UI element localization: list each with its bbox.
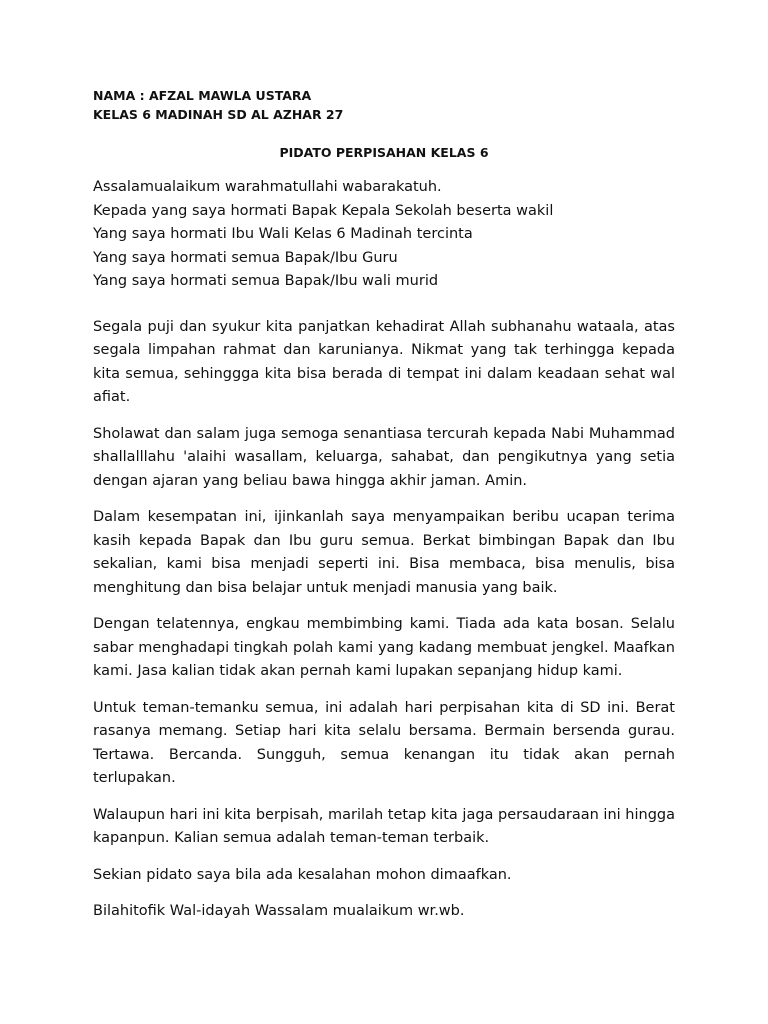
greetings-block: [93, 176, 675, 294]
greeting-line: Yang saya hormati semua Bapak/Ibu Guru: [93, 249, 398, 266]
document-content: [93, 86, 675, 937]
greeting-line: Yang saya hormati semua Bapak/Ibu wali murid: [93, 273, 439, 289]
paragraph-patience: Dengan telatennya, engkau membimbing kami. Tiada ada kata bosan. Selalu sabar menghadapi tingkah polah kami yang kadang membuat jengkel. Maafkan kami. Jasa kalian tidak akan pernah kami lupakan sepanjang hidup kami.: [93, 616, 675, 679]
student-class-line: KELAS 6 MADINAH SD AL AZHAR 27: [93, 107, 344, 122]
paragraph-thanks-teachers: Dalam kesempatan ini, ijinkanlah saya menyampaikan beribu ucapan terima kasih kepada Bapak dan Ibu guru semua. Berkat bimbingan Bapak dan Ibu sekalian, kami bisa menjadi seperti ini. Bisa membaca, bisa menulis, bisa menghitung dan bisa belajar untuk menjadi manusia yang baik.: [93, 509, 675, 596]
greeting-line: Assalamualaikum warahmatullahi wabarakatuh.: [93, 179, 442, 195]
paragraph-brotherhood: Walaupun hari ini kita berpisah, marilah tetap kita jaga persaudaraan ini hingga kapanpun. Kalian semua adalah teman-teman terbaik.: [93, 806, 675, 846]
paragraph-closing: Bilahitofik Wal-idayah Wassalam mualaikum wr.wb.: [93, 903, 465, 919]
paragraph-praise: Segala puji dan syukur kita panjatkan kehadirat Allah subhanahu wataala, atas segala limpahan rahmat dan karunianya. Nikmat yang tak terhingga kepada kita semua, sehinggga kita bisa berada di tempat ini dalam keadaan sehat wal afiat.: [93, 318, 675, 405]
paragraph-apology: Sekian pidato saya bila ada kesalahan mohon dimaafkan.: [93, 866, 512, 883]
greeting-line: Yang saya hormati Ibu Wali Kelas 6 Madinah tercinta: [93, 226, 473, 242]
greeting-line: Kepada yang saya hormati Bapak Kepala Sekolah beserta wakil: [93, 202, 554, 219]
paragraph-friends: Untuk teman-temanku semua, ini adalah hari perpisahan kita di SD ini. Berat rasanya memang. Setiap hari kita selalu bersama. Bermain bersenda gurau. Tertawa. Bercanda. Sungguh, semua kenangan itu tidak akan pernah terlupakan.: [93, 699, 675, 786]
speech-title: PIDATO PERPISAHAN KELAS 6: [279, 145, 489, 160]
paragraph-sholawat: Sholawat dan salam juga semoga senantiasa tercurah kepada Nabi Muhammad shallalllahu 'alaihi wasallam, keluarga, sahabat, dan pengikutnya yang setia dengan ajaran yang beliau bawa hingga akhir jaman. Amin.: [93, 425, 675, 489]
student-name-line: NAMA : AFZAL MAWLA USTARA: [93, 88, 312, 103]
